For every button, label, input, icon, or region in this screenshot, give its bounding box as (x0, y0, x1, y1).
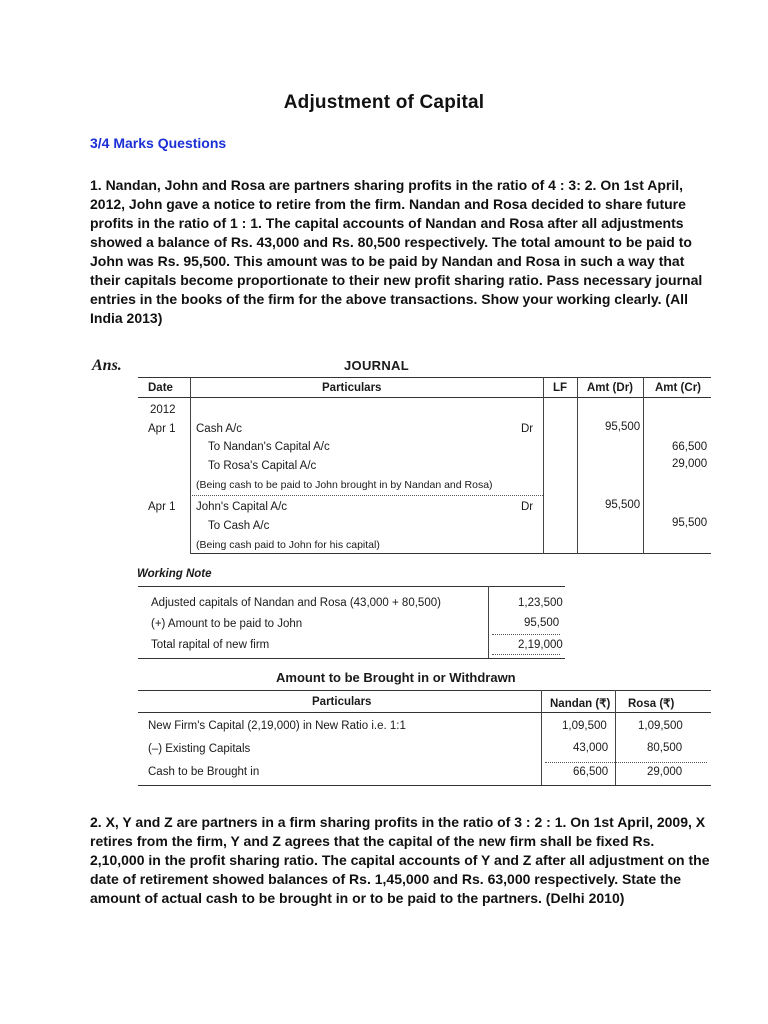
brought-in-row-label: (–) Existing Capitals (148, 743, 251, 755)
working-note-heading: Working Note (137, 568, 212, 580)
entry2-dr-amount: 95,500 (605, 499, 641, 511)
journal-header-amt-cr: Amt (Cr) (655, 382, 701, 394)
entry1-dr-mark: Dr (521, 423, 534, 435)
answer-label: Ans. (92, 357, 122, 374)
working-note-row-value: 1,23,500 (518, 597, 563, 609)
brought-in-row-nandan: 43,000 (573, 742, 609, 754)
entry1-year: 2012 (150, 404, 176, 416)
journal-heading: JOURNAL (344, 358, 409, 373)
entry1-cr-amount2: 29,000 (672, 458, 708, 470)
working-note-row-value: 95,500 (524, 617, 560, 629)
journal-header-amt-dr: Amt (Dr) (587, 382, 633, 394)
question-1: 1. Nandan, John and Rosa are partners sharing profits in the ratio of 4 : 3: 2. On 1st April, 2012, John gave a notice to retire from the firm. Nandan and Rosa decided to share future profits in the ratio of 1 : 1. The capital accounts of Nandan and Rosa after all adjustments showed a balance of Rs. 43,000 and Rs. 80,500 respectively. The total amount to be paid to John was Rs. 95,500. This amount was to be paid by Nandan and Rosa in such a way that their capitals become proportionate to their new profit sharing ratio. Pass necessary journal entries in the books of the firm for the above transactions. Show your working clearly. (All India 2013) (90, 177, 703, 326)
brought-in-heading: Amount to be Brought in or Withdrawn (276, 670, 516, 685)
brought-in-row-rosa: 80,500 (647, 742, 683, 754)
working-note-row-label: (+) Amount to be paid to John (151, 618, 303, 630)
entry2-debit: John's Capital A/c (196, 501, 288, 513)
working-note-row-value: 2,19,000 (518, 639, 563, 651)
brought-in-header-particulars: Particulars (312, 696, 372, 708)
brought-in-row-rosa: 1,09,500 (638, 720, 683, 732)
brought-in-row-nandan: 1,09,500 (562, 720, 607, 732)
entry2-date: Apr 1 (148, 501, 176, 513)
brought-in-header-rosa: Rosa (₹) (628, 698, 675, 710)
entry2-cr-amount1: 95,500 (672, 517, 708, 529)
brought-in-row-label: New Firm's Capital (2,19,000) in New Ratio i.e. 1:1 (148, 720, 406, 732)
brought-in-header-nandan: Nandan (₹) (550, 698, 611, 710)
working-note-row-label: Total rapital of new firm (151, 639, 270, 651)
section-heading: 3/4 Marks Questions (90, 135, 227, 151)
entry1-narration: (Being cash to be paid to John brought in by Nandan and Rosa) (196, 479, 493, 491)
entry2-credit1: To Cash A/c (208, 520, 270, 532)
working-note-row-label: Adjusted capitals of Nandan and Rosa (43,000 + 80,500) (151, 597, 441, 609)
question-2: 2. X, Y and Z are partners in a firm sharing profits in the ratio of 3 : 2 : 1. On 1st April, 2009, X retires from the firm, Y and Z agrees that the capital of the new firm shall be fixed Rs. 2,10,000 in the profit sharing ratio. The capital accounts of Y and Z after all adjustment on the date of retirement showed balances of Rs. 1,45,000 and Rs. 63,000 respectively. State the amount of actual cash to be brought in or to be paid to the partners. (Delhi 2010) (90, 814, 710, 906)
entry1-credit2: To Rosa's Capital A/c (208, 460, 317, 472)
journal-header-particulars: Particulars (322, 382, 382, 394)
journal-header-date: Date (148, 382, 173, 394)
entry2-dr-mark: Dr (521, 501, 534, 513)
entry1-debit: Cash A/c (196, 423, 243, 435)
journal-header-lf: LF (553, 382, 568, 394)
page-title: Adjustment of Capital (283, 92, 485, 113)
entry1-credit1: To Nandan's Capital A/c (208, 441, 330, 453)
brought-in-row-nandan: 66,500 (573, 766, 609, 778)
entry1-dr-amount: 95,500 (605, 421, 641, 433)
brought-in-row-label: Cash to be Brought in (148, 766, 260, 778)
entry1-cr-amount1: 66,500 (672, 441, 708, 453)
entry1-date: Apr 1 (148, 423, 176, 435)
entry2-narration: (Being cash paid to John for his capital) (196, 539, 380, 551)
brought-in-row-rosa: 29,000 (647, 766, 683, 778)
